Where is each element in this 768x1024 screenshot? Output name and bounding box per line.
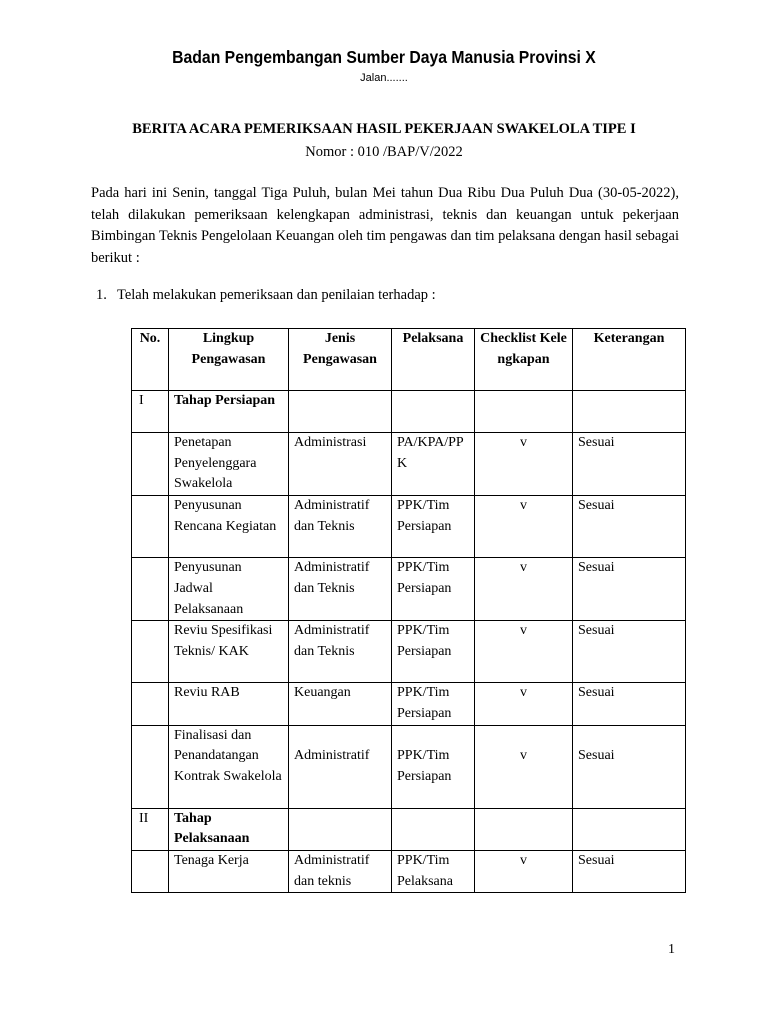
cell-keterangan: Sesuai [573, 558, 686, 621]
cell-keterangan: Sesuai [573, 683, 686, 725]
list-item-text: Telah melakukan pemeriksaan dan penilaian terhadap : [117, 287, 436, 303]
phase-row [132, 391, 686, 433]
cell-checklist: v [475, 725, 573, 808]
cell-lingkup: Reviu RAB [169, 683, 289, 725]
empty-cell [392, 808, 475, 850]
table-row [132, 496, 686, 558]
cell-jenis: Administratif dan teknis [289, 851, 392, 893]
cell-jenis: Administratif dan Teknis [289, 496, 392, 558]
page-number: 1 [668, 942, 675, 957]
document-number: Nomor : 010 /BAP/V/2022 [305, 144, 463, 160]
table-row [132, 433, 686, 496]
cell-checklist: v [475, 496, 573, 558]
table-row [132, 851, 686, 893]
empty-cell [573, 808, 686, 850]
empty-cell [392, 391, 475, 433]
organization-name: Badan Pengembangan Sumber Daya Manusia Provinsi X [172, 47, 596, 67]
phase-number: II [132, 808, 169, 850]
cell-pelaksana: PA/KPA/PPK [392, 433, 475, 496]
cell-checklist: v [475, 851, 573, 893]
cell-pelaksana: PPK/Tim Persiapan [392, 683, 475, 725]
cell-jenis: Administratif dan Teknis [289, 558, 392, 621]
phase-number: I [132, 391, 169, 433]
cell-checklist: v [475, 683, 573, 725]
phase-name: Tahap Persiapan [169, 391, 289, 433]
document-title: BERITA ACARA PEMERIKSAAN HASIL PEKERJAAN SWAKELOLA TIPE I [132, 121, 636, 137]
table-row [132, 558, 686, 621]
cell-lingkup: Penyusunan Rencana Kegiatan [169, 496, 289, 558]
cell-jenis: Administratif [289, 725, 392, 808]
list-item [96, 287, 436, 304]
cell-checklist: v [475, 621, 573, 683]
cell-pelaksana: PPK/Tim Persiapan [392, 558, 475, 621]
cell-pelaksana: PPK/Tim Persiapan [392, 496, 475, 558]
header-pelaksana: Pelaksana [392, 329, 475, 391]
cell-pelaksana: PPK/Tim Pelaksana [392, 851, 475, 893]
cell-jenis: Keuangan [289, 683, 392, 725]
cell-lingkup: Penetapan Penyelenggara Swakelola [169, 433, 289, 496]
header-no: No. [132, 329, 169, 391]
empty-cell [132, 725, 169, 808]
table-row [132, 683, 686, 725]
cell-keterangan: Sesuai [573, 851, 686, 893]
header-keterangan: Keterangan [573, 329, 686, 391]
cell-keterangan: Sesuai [573, 725, 686, 808]
empty-cell [475, 808, 573, 850]
cell-lingkup: Reviu Spesifikasi Teknis/ KAK [169, 621, 289, 683]
cell-pelaksana: PPK/Tim Persiapan [392, 621, 475, 683]
empty-cell [289, 808, 392, 850]
cell-lingkup: Penyusunan Jadwal Pelaksanaan [169, 558, 289, 621]
empty-cell [132, 558, 169, 621]
cell-checklist: v [475, 433, 573, 496]
empty-cell [132, 621, 169, 683]
empty-cell [132, 851, 169, 893]
cell-pelaksana: PPK/Tim Persiapan [392, 725, 475, 808]
organization-address: Jalan....... [360, 72, 408, 84]
cell-lingkup: Tenaga Kerja [169, 851, 289, 893]
list-item-number: 1. [96, 287, 107, 303]
cell-lingkup: Finalisasi dan Penandatangan Kontrak Swakelola [169, 725, 289, 808]
phase-name: Tahap Pelaksanaan [169, 808, 289, 850]
cell-keterangan: Sesuai [573, 433, 686, 496]
table-row [132, 725, 686, 808]
empty-cell [132, 496, 169, 558]
header-lingkup: Lingkup Pengawasan [169, 329, 289, 391]
table-header-row [132, 329, 686, 391]
table-row [132, 621, 686, 683]
cell-jenis: Administrasi [289, 433, 392, 496]
cell-keterangan: Sesuai [573, 496, 686, 558]
empty-cell [475, 391, 573, 433]
cell-jenis: Administratif dan Teknis [289, 621, 392, 683]
header-jenis: Jenis Pengawasan [289, 329, 392, 391]
empty-cell [573, 391, 686, 433]
cell-checklist: v [475, 558, 573, 621]
empty-cell [132, 433, 169, 496]
empty-cell [289, 391, 392, 433]
header-checklist: Checklist Kelengkapan [475, 329, 573, 391]
intro-paragraph: Pada hari ini Senin, tanggal Tiga Puluh, bulan Mei tahun Dua Ribu Dua Puluh Dua (30-05-2022), telah dilakukan pemeriksaan kelengkapan administrasi, teknis dan keuangan untuk pekerjaan Bimbingan Teknis Pengelolaan Keuangan oleh tim pengawas dan tim pelaksana dengan hasil sebagai berikut : [91, 185, 679, 266]
inspection-table [131, 328, 686, 893]
empty-cell [132, 683, 169, 725]
phase-row [132, 808, 686, 850]
cell-keterangan: Sesuai [573, 621, 686, 683]
